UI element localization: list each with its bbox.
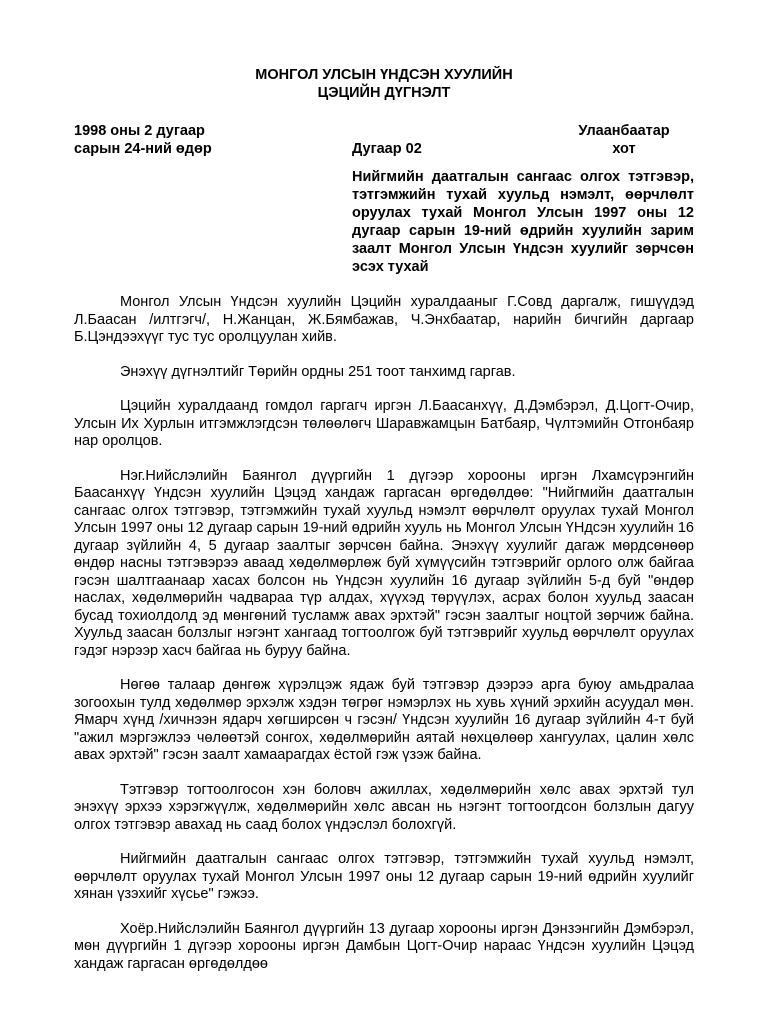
date-line2: сарын 24-ний өдөр — [74, 141, 212, 157]
document-meta — [74, 122, 694, 156]
paragraph-5: Нөгөө талаар дөнгөж хүрэлцэж ядаж буй тэтгэвэр дээрээ арга буюу амьдралаа зогоохын тулд хөдөлмөр эрхэлж хэдэн төгрөг нэмэрлэх нь хувь хүний эрхийн асуудал мөн. Ямарч хүнд /хичнээн ядарч хөгширсөн ч гэсэн/ Үндсэн хуулийн 16 дугаар зүйлийн 4-т буй "ажил мэргэжлээ чөлөөтэй сонгох, хөдөлмөрийн аятай нөхцөлөөр хангуулах, цалин хөлс авах эрхтэй" гэсэн заалт хамаарагдах ёстой гэж үзэж байна. — [74, 677, 694, 763]
document-title-line1: МОНГОЛ УЛСЫН ҮНДСЭН ХУУЛИЙН — [255, 67, 513, 83]
paragraph-2: Энэхүү дүгнэлтийг Төрийн ордны 251 тоот танхимд гаргав. — [120, 363, 516, 380]
document-body — [74, 294, 694, 973]
place-line1: Улаанбаатар — [578, 123, 670, 139]
document-title-line2: ЦЭЦИЙН ДҮГНЭЛТ — [317, 85, 451, 101]
paragraph-7: Нийгмийн даатгалын сангаас олгох тэтгэвэр, тэтгэмжийн тухай хуульд нэмэлт, өөрчлөлт оруулах тухай Монгол Улсын 1997 оны 12 дугаар сарын 19-ний өдрийн хуулийг хянан үзэхийг хүсье" гэжээ. — [74, 851, 694, 902]
document-place — [554, 122, 694, 158]
paragraph-6: Тэтгэвэр тогтоолгосон хэн боловч ажиллах, хөдөлмөрийн хөлс авах эрхтэй тул энэхүү эрхээ хэрэгжүүлж, хөдөлмөрийн хөлс авсан нь нэгэнт тогтоогдсон болзлын дагуу олгох тэтгэвэр авахад нь саад болох үндэслэл болохгүй. — [74, 781, 694, 833]
date-line1: 1998 оны 2 дугаар — [74, 123, 205, 139]
document-subject: Нийгмийн даатгалын сангаас олгох тэтгэвэр, тэтгэмжийн тухай хуульд нэмэлт, өөрчлөлт оруулах тухай Монгол Улсын 1997 оны 12 дугаар сарын 19-ний өдрийн хуулийн зарим заалт Монгол Улсын Үндсэн хуулийг зөрчсөн эсэх тухай — [352, 169, 694, 275]
paragraph-4: Нэг.Нийслэлийн Баянгол дүүргийн 1 дүгээр хорооны иргэн Лхамсүрэнгийн Баасанхүү Үндсэн хуулийн Цэцэд хандаж гаргасан өргөдөлдөө: "Нийгмийн даатгалын сангаас олгох тэтгэвэр, тэтгэмжийн тухай хуульд нэмэлт өөрчлөлт оруулах тухай Монгол Улсын 1997 оны 12 дугаар сарын 19-ний өдрийн хууль нь Монгол Улсын ҮНдсэн хуулийн 16 дугаар зүйлийн 4, 5 дугаар заалтыг зөрчсөн байна. Энэхүү хуулийг дагаж мөрдсөнөөр өндөр насны тэтгэвэрээ аваад хөдөлмөрлөж буй хүмүүсийн тэтгэврийг орлого олж байгаа гэсэн шалтгаанаар хасах болсон нь Үндсэн хуулийн 16 дугаар зүйлийн 5-д буй "өндөр наслах, хөдөлмөрийн чадвараа түр алдах, хүүхэд төрүүлэх, асрах болон хуульд заасан бусад тохиолдолд эд мөнгөний тусламж авах эрхтэй" гэсэн заалтыг ноцтой зөрчиж байна. Хуульд заасан болзлыг нэгэнт хангаад тогтоолгож буй тэтгэврийг хуульд өөрчлөлт оруулах гэдэг нэрээр хасч байгаа нь буруу байна. — [74, 467, 694, 659]
paragraph-1: Монгол Улсын Үндсэн хуулийн Цэцийн хуралдааныг Г.Совд даргалж, гишүүдэд Л.Баасан /илтгэгч/, Н.Жанцан, Ж.Бямбажав, Ч.Энхбаатар, нарийн бичгийн даргаар Б.Цэндээхүүг тус тус оролцуулан хийв. — [74, 294, 694, 345]
paragraph-3: Цэцийн хуралдаанд гомдол гаргагч иргэн Л.Баасанхүү, Д.Дэмбэрэл, Д.Цогт-Очир, Улсын Их Хурлын итгэмжлэгдсэн төлөөлөгч Шаравжамцын Батбаяр, Чүлтэмийн Отгонбаяр нар оролцов. — [74, 398, 694, 449]
document-number: Дугаар 02 — [352, 141, 422, 157]
document-page — [74, 66, 694, 1016]
paragraph-8: Хоёр.Нийслэлийн Баянгол дүүргийн 13 дугаар хорооны иргэн Дэнзэнгийн Дэмбэрэл, мөн дүүргийн 1 дүгээр хорооны иргэн Дамбын Цогт-Очир нараас Үндсэн хуулийн Цэцэд хандаж гаргасан өргөдөлдөө — [74, 920, 694, 972]
place-line2: хот — [612, 141, 636, 157]
document-date — [74, 122, 212, 158]
